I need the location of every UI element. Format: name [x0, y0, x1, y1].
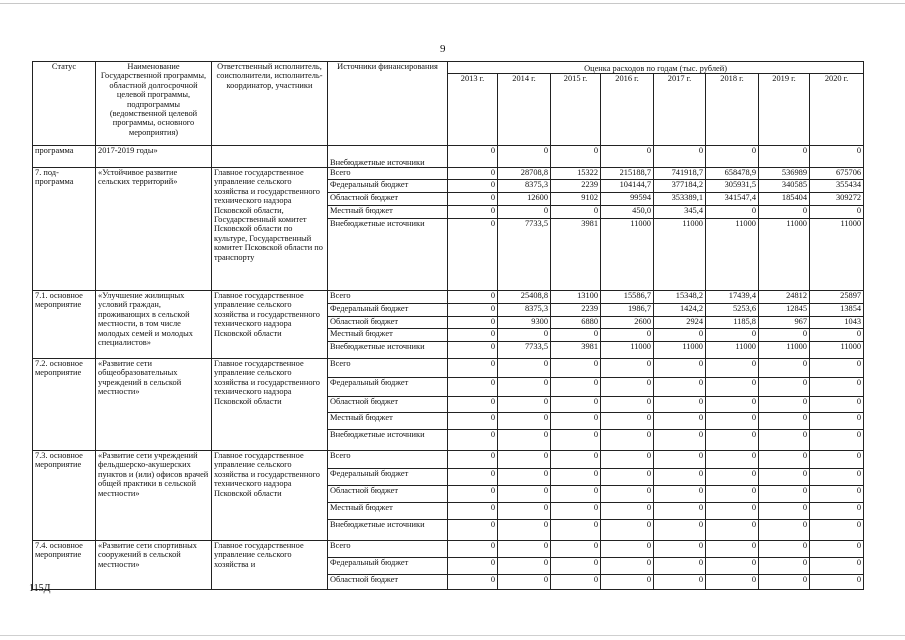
table-row: [33, 359, 864, 378]
header-year: 2020 г.: [810, 74, 864, 146]
value-cell: 0: [706, 430, 759, 451]
page-number: 9: [440, 43, 446, 55]
header-executor: Ответственный исполнитель, соисполнители, исполнитель-координатор, участники: [212, 62, 328, 146]
value-cell: 0: [448, 413, 498, 430]
value-cell: 0: [759, 469, 810, 486]
value-cell: 536989: [759, 168, 810, 180]
value-cell: 3981: [551, 219, 601, 291]
value-cell: 0: [448, 359, 498, 378]
value-cell: 0: [551, 378, 601, 397]
value-cell: 0: [448, 397, 498, 413]
value-cell: 0: [759, 146, 810, 168]
value-cell: 0: [551, 469, 601, 486]
value-cell: 0: [706, 206, 759, 219]
value-cell: 309272: [810, 193, 864, 206]
value-cell: 0: [448, 206, 498, 219]
source-cell: Внебюджетные источники: [328, 342, 448, 359]
value-cell: 0: [759, 413, 810, 430]
value-cell: 0: [498, 430, 551, 451]
value-cell: 377184,2: [654, 180, 706, 193]
value-cell: 0: [448, 146, 498, 168]
value-cell: 185404: [759, 193, 810, 206]
value-cell: 0: [759, 575, 810, 590]
executor-cell: Главное государственное управление сельского хозяйства и государственного технического надзора Псковской области, Государственный комитет Псковской области по культуре, Государственный комитет Псковской области по транспорту: [212, 168, 328, 291]
value-cell: 15586,7: [601, 291, 654, 304]
value-cell: 0: [551, 503, 601, 520]
value-cell: 0: [498, 359, 551, 378]
value-cell: 13100: [551, 291, 601, 304]
value-cell: 0: [654, 397, 706, 413]
value-cell: 0: [498, 503, 551, 520]
value-cell: 0: [551, 520, 601, 541]
value-cell: 0: [448, 329, 498, 342]
value-cell: 0: [810, 503, 864, 520]
name-cell: «Улучшение жилищных условий граждан, проживающих в сельской местности, в том числе молодых семей и молодых специалистов»: [96, 291, 212, 359]
value-cell: 0: [654, 503, 706, 520]
value-cell: 0: [498, 575, 551, 590]
value-cell: 0: [601, 329, 654, 342]
value-cell: 0: [448, 541, 498, 558]
value-cell: 0: [654, 520, 706, 541]
table-row: [33, 168, 864, 180]
value-cell: 0: [706, 451, 759, 469]
value-cell: 0: [810, 329, 864, 342]
value-cell: 6880: [551, 317, 601, 329]
value-cell: 104144,7: [601, 180, 654, 193]
value-cell: 0: [551, 397, 601, 413]
footer-code: 115Д: [29, 583, 51, 594]
value-cell: 0: [654, 469, 706, 486]
table-row: [33, 291, 864, 304]
executor-cell: [212, 146, 328, 168]
value-cell: 0: [706, 575, 759, 590]
value-cell: 5253,6: [706, 304, 759, 317]
header-year: 2015 г.: [551, 74, 601, 146]
value-cell: 8375,3: [498, 304, 551, 317]
executor-cell: Главное государственное управление сельского хозяйства и: [212, 541, 328, 590]
source-cell: Всего: [328, 451, 448, 469]
value-cell: 0: [601, 486, 654, 503]
executor-cell: Главное государственное управление сельского хозяйства и государственного технического надзора Псковской области: [212, 359, 328, 451]
value-cell: 11000: [759, 342, 810, 359]
status-cell: 7.1. основное мероприятие: [33, 291, 96, 359]
value-cell: 0: [810, 206, 864, 219]
status-cell: 7.3. основное мероприятие: [33, 451, 96, 541]
value-cell: 0: [706, 329, 759, 342]
value-cell: 2924: [654, 317, 706, 329]
value-cell: 0: [448, 378, 498, 397]
value-cell: 11000: [810, 342, 864, 359]
value-cell: 11000: [601, 219, 654, 291]
value-cell: 0: [551, 146, 601, 168]
value-cell: 0: [810, 558, 864, 575]
value-cell: 0: [706, 413, 759, 430]
value-cell: 0: [448, 193, 498, 206]
source-cell: Областной бюджет: [328, 193, 448, 206]
value-cell: 0: [601, 146, 654, 168]
value-cell: 0: [601, 541, 654, 558]
header-estimate: Оценка расходов по годам (тыс. рублей): [448, 62, 864, 74]
value-cell: 0: [654, 430, 706, 451]
value-cell: 0: [810, 397, 864, 413]
value-cell: 0: [706, 503, 759, 520]
value-cell: 967: [759, 317, 810, 329]
value-cell: 8375,3: [498, 180, 551, 193]
value-cell: 0: [759, 329, 810, 342]
value-cell: 0: [601, 378, 654, 397]
value-cell: 0: [601, 520, 654, 541]
value-cell: 0: [810, 520, 864, 541]
value-cell: 28708,8: [498, 168, 551, 180]
value-cell: 345,4: [654, 206, 706, 219]
value-cell: 0: [498, 397, 551, 413]
value-cell: 0: [706, 558, 759, 575]
value-cell: 0: [601, 469, 654, 486]
value-cell: 0: [654, 486, 706, 503]
value-cell: 15322: [551, 168, 601, 180]
value-cell: 0: [448, 503, 498, 520]
value-cell: 0: [759, 541, 810, 558]
value-cell: 0: [551, 558, 601, 575]
value-cell: 0: [654, 558, 706, 575]
value-cell: 9102: [551, 193, 601, 206]
value-cell: 1424,2: [654, 304, 706, 317]
value-cell: 675706: [810, 168, 864, 180]
value-cell: 0: [706, 397, 759, 413]
value-cell: 0: [759, 430, 810, 451]
value-cell: 0: [551, 486, 601, 503]
value-cell: 0: [759, 206, 810, 219]
value-cell: 11000: [601, 342, 654, 359]
value-cell: 2600: [601, 317, 654, 329]
value-cell: 0: [498, 469, 551, 486]
header-year: 2017 г.: [654, 74, 706, 146]
name-cell: «Устойчивое развитие сельских территорий»: [96, 168, 212, 291]
value-cell: 0: [810, 359, 864, 378]
value-cell: 0: [551, 451, 601, 469]
value-cell: 0: [706, 146, 759, 168]
source-cell: Внебюджетные источники: [328, 219, 448, 291]
value-cell: 0: [654, 575, 706, 590]
value-cell: 0: [654, 451, 706, 469]
header-year: 2019 г.: [759, 74, 810, 146]
value-cell: 0: [810, 469, 864, 486]
value-cell: 0: [759, 520, 810, 541]
value-cell: 11000: [759, 219, 810, 291]
value-cell: 9300: [498, 317, 551, 329]
value-cell: 17439,4: [706, 291, 759, 304]
value-cell: 353389,1: [654, 193, 706, 206]
source-cell: Всего: [328, 359, 448, 378]
source-cell: Всего: [328, 291, 448, 304]
value-cell: 2239: [551, 304, 601, 317]
value-cell: 0: [498, 378, 551, 397]
value-cell: 0: [498, 541, 551, 558]
value-cell: 0: [706, 541, 759, 558]
value-cell: 0: [706, 359, 759, 378]
value-cell: 0: [706, 378, 759, 397]
value-cell: 0: [498, 413, 551, 430]
value-cell: 0: [551, 329, 601, 342]
value-cell: 0: [448, 180, 498, 193]
table-row: [33, 451, 864, 469]
value-cell: 0: [601, 451, 654, 469]
value-cell: 0: [448, 520, 498, 541]
value-cell: 0: [551, 206, 601, 219]
value-cell: 7733,5: [498, 219, 551, 291]
source-cell: Внебюджетные источники: [328, 146, 448, 168]
table-row: [33, 541, 864, 558]
value-cell: 0: [551, 413, 601, 430]
value-cell: 0: [448, 430, 498, 451]
value-cell: 25897: [810, 291, 864, 304]
value-cell: 7733,5: [498, 342, 551, 359]
value-cell: 0: [448, 469, 498, 486]
value-cell: 11000: [706, 219, 759, 291]
header-name: Наименование Государственной программы, областной долгосрочной целевой программы, подпрограммы (ведомственной целевой программы, основного мероприятия): [96, 62, 212, 146]
value-cell: 1986,7: [601, 304, 654, 317]
source-cell: Внебюджетные источники: [328, 520, 448, 541]
value-cell: 0: [810, 430, 864, 451]
value-cell: 15348,2: [654, 291, 706, 304]
source-cell: Федеральный бюджет: [328, 304, 448, 317]
value-cell: 0: [759, 359, 810, 378]
value-cell: 0: [601, 397, 654, 413]
value-cell: 0: [654, 359, 706, 378]
value-cell: 0: [654, 413, 706, 430]
value-cell: 0: [759, 486, 810, 503]
source-cell: Федеральный бюджет: [328, 469, 448, 486]
source-cell: Федеральный бюджет: [328, 180, 448, 193]
value-cell: 0: [654, 146, 706, 168]
header-year: 2018 г.: [706, 74, 759, 146]
value-cell: 0: [498, 486, 551, 503]
value-cell: 0: [759, 503, 810, 520]
value-cell: 0: [551, 541, 601, 558]
value-cell: 340585: [759, 180, 810, 193]
value-cell: 0: [601, 430, 654, 451]
value-cell: 0: [498, 558, 551, 575]
value-cell: 13854: [810, 304, 864, 317]
source-cell: Местный бюджет: [328, 206, 448, 219]
value-cell: 0: [654, 329, 706, 342]
source-cell: Федеральный бюджет: [328, 558, 448, 575]
value-cell: 0: [601, 558, 654, 575]
header-row: [33, 62, 864, 74]
scan-edge-bottom: [0, 635, 905, 636]
value-cell: 0: [706, 486, 759, 503]
source-cell: Областной бюджет: [328, 486, 448, 503]
source-cell: Всего: [328, 541, 448, 558]
value-cell: 1185,8: [706, 317, 759, 329]
value-cell: 0: [706, 520, 759, 541]
scan-edge-top: [0, 3, 905, 4]
value-cell: 0: [810, 486, 864, 503]
status-cell: программа: [33, 146, 96, 168]
status-cell: 7. под-программа: [33, 168, 96, 291]
value-cell: 450,0: [601, 206, 654, 219]
value-cell: 0: [448, 486, 498, 503]
value-cell: 12600: [498, 193, 551, 206]
source-cell: Областной бюджет: [328, 397, 448, 413]
value-cell: 0: [759, 558, 810, 575]
value-cell: 341547,4: [706, 193, 759, 206]
value-cell: 0: [498, 329, 551, 342]
value-cell: 0: [759, 397, 810, 413]
header-source: Источники финансирования: [328, 62, 448, 146]
source-cell: Внебюджетные источники: [328, 430, 448, 451]
table-row: [33, 146, 864, 168]
value-cell: 11000: [654, 342, 706, 359]
source-cell: Областной бюджет: [328, 317, 448, 329]
value-cell: 0: [601, 575, 654, 590]
value-cell: 0: [448, 451, 498, 469]
header-year: 2014 г.: [498, 74, 551, 146]
value-cell: 0: [810, 575, 864, 590]
value-cell: 2239: [551, 180, 601, 193]
value-cell: 741918,7: [654, 168, 706, 180]
status-cell: 7.2. основное мероприятие: [33, 359, 96, 451]
value-cell: 0: [448, 317, 498, 329]
source-cell: Всего: [328, 168, 448, 180]
source-cell: Федеральный бюджет: [328, 378, 448, 397]
value-cell: 0: [759, 378, 810, 397]
source-cell: Местный бюджет: [328, 503, 448, 520]
value-cell: 0: [810, 378, 864, 397]
value-cell: 0: [810, 451, 864, 469]
value-cell: 305931,5: [706, 180, 759, 193]
source-cell: Местный бюджет: [328, 329, 448, 342]
value-cell: 1043: [810, 317, 864, 329]
value-cell: 25408,8: [498, 291, 551, 304]
value-cell: 24812: [759, 291, 810, 304]
value-cell: 0: [551, 359, 601, 378]
value-cell: 0: [448, 168, 498, 180]
value-cell: 0: [551, 575, 601, 590]
value-cell: 11000: [654, 219, 706, 291]
value-cell: 0: [448, 342, 498, 359]
status-cell: 7.4. основное мероприятие: [33, 541, 96, 590]
value-cell: 0: [498, 146, 551, 168]
value-cell: 355434: [810, 180, 864, 193]
value-cell: 0: [448, 291, 498, 304]
value-cell: 99594: [601, 193, 654, 206]
value-cell: 0: [706, 469, 759, 486]
budget-table: [32, 61, 864, 590]
value-cell: 11000: [706, 342, 759, 359]
value-cell: 11000: [810, 219, 864, 291]
executor-cell: Главное государственное управление сельского хозяйства и государственного технического надзора Псковской области: [212, 291, 328, 359]
value-cell: 0: [498, 451, 551, 469]
value-cell: 215188,7: [601, 168, 654, 180]
value-cell: 12845: [759, 304, 810, 317]
value-cell: 0: [810, 541, 864, 558]
value-cell: 0: [601, 503, 654, 520]
value-cell: 0: [654, 378, 706, 397]
value-cell: 3981: [551, 342, 601, 359]
name-cell: «Развитие сети спортивных сооружений в сельской местности»: [96, 541, 212, 590]
value-cell: 0: [448, 304, 498, 317]
header-status: Статус: [33, 62, 96, 146]
executor-cell: Главное государственное управление сельского хозяйства и государственного технического надзора Псковской области: [212, 451, 328, 541]
value-cell: 0: [498, 520, 551, 541]
value-cell: 0: [601, 413, 654, 430]
value-cell: 0: [654, 541, 706, 558]
value-cell: 0: [448, 575, 498, 590]
value-cell: 0: [759, 451, 810, 469]
name-cell: «Развитие сети учреждений фельдшерско-акушерских пунктов и (или) офисов врачей общей практики в сельской местности»: [96, 451, 212, 541]
name-cell: 2017-2019 годы»: [96, 146, 212, 168]
value-cell: 0: [810, 413, 864, 430]
header-year: 2013 г.: [448, 74, 498, 146]
header-year: 2016 г.: [601, 74, 654, 146]
name-cell: «Развитие сети общеобразовательных учреждений в сельской местности»: [96, 359, 212, 451]
value-cell: 0: [498, 206, 551, 219]
value-cell: 0: [601, 359, 654, 378]
value-cell: 0: [551, 430, 601, 451]
value-cell: 658478,9: [706, 168, 759, 180]
budget-table-body: [33, 62, 864, 590]
source-cell: Областной бюджет: [328, 575, 448, 590]
value-cell: 0: [810, 146, 864, 168]
value-cell: 0: [448, 558, 498, 575]
source-cell: Местный бюджет: [328, 413, 448, 430]
value-cell: 0: [448, 219, 498, 291]
